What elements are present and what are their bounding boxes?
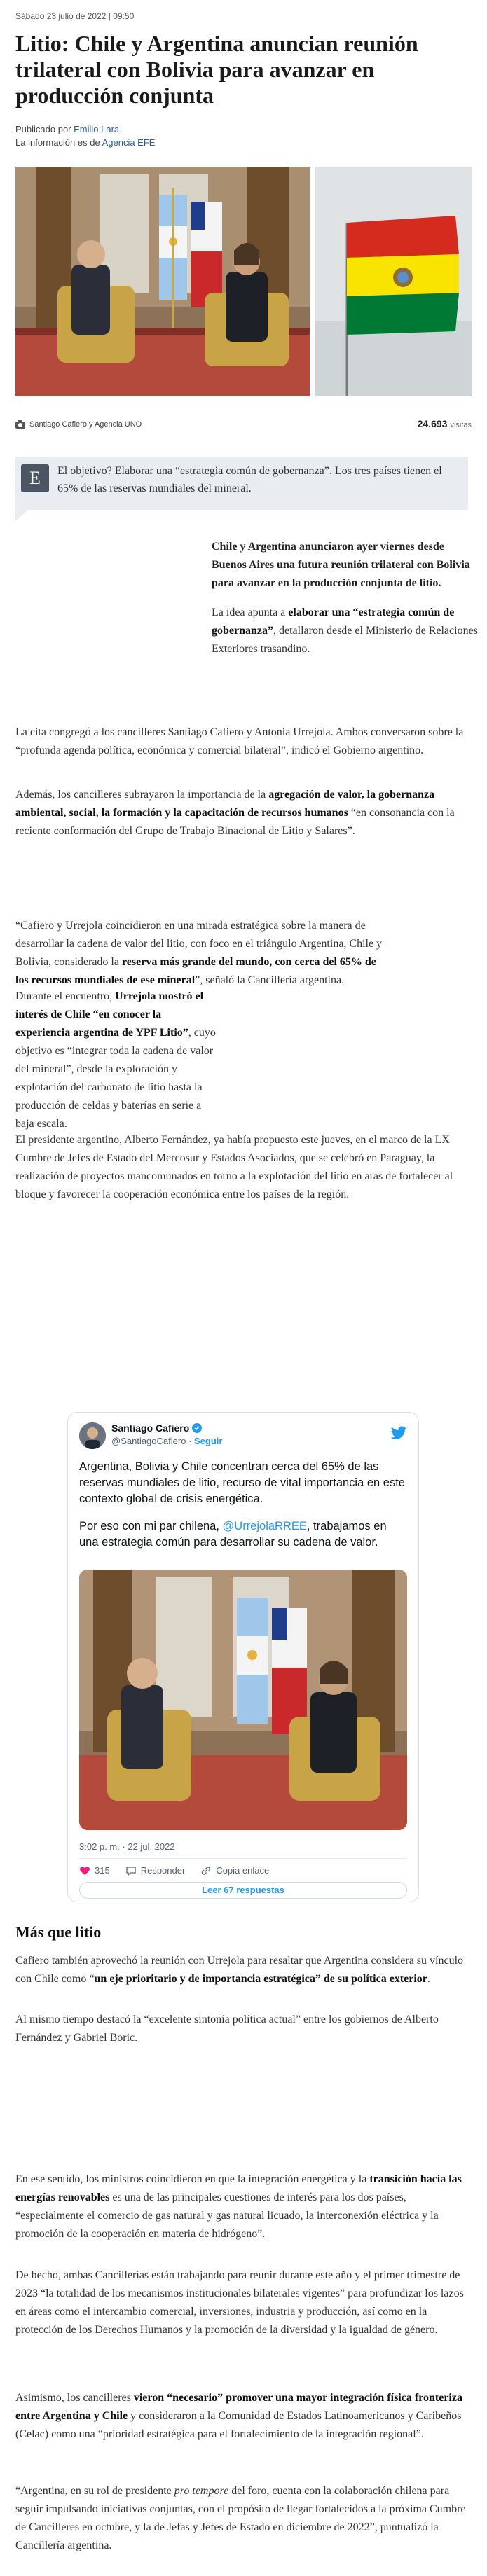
byline xyxy=(15,123,155,149)
tweet-photo[interactable] xyxy=(79,1570,407,1830)
tweet-handle-line: @SantiagoCafiero · Seguir xyxy=(111,1436,223,1446)
tweet-avatar[interactable] xyxy=(79,1422,106,1449)
section2-paragraph-4: De hecho, ambas Cancillerías están trabajando para reunir durante este año y el primer trimestre de 2023 “la totalidad de los mecanismos institucionales bilaterales vigentes” para profundizar los lazos en áreas como el intercambio comercial, inversiones, industria y producción, así como en la protección de los Derechos Humanos y la promoción de la diversidad y la igualdad de género. xyxy=(15,2269,464,2336)
section2-paragraph-3: En ese sentido, los ministros coincidieron en que la integración energética y la transición hacia las energías renovables es una de las principales cuestiones de interés para los dos países, “especialmente el comercio de gas natural y gas natural licuado, la interconexión eléctrica y la promoción de la cooperación en materia de hidrógeno”. xyxy=(15,2173,462,2240)
tweet-divider xyxy=(79,1858,407,1859)
paragraph-3: “Cafiero y Urrejola coincidieron en una mirada estratégica sobre la manera de desarrollar la cadena de valor del litio, con foco en el triángulo Argentina, Chile y Bolivia, considerado la reserva más grande del mundo, con cerca del 65% de los recursos mundiales de ese mineral”, señaló la Cancillería argentina. xyxy=(15,920,383,986)
photo-bolivia-flag-illustration xyxy=(315,167,472,396)
views-label: visitas xyxy=(450,421,472,429)
copy-link-action[interactable] xyxy=(200,1865,269,1876)
lead-paragraph-2: La idea apunta a elaborar una “estrategia común de gobernanza”, detallaron desde el Ministerio de Relaciones Exteriores trasandino. xyxy=(212,607,478,655)
link-icon xyxy=(200,1866,212,1876)
byline-prefix: Publicado por xyxy=(15,124,71,134)
section2-paragraph-2: Al mismo tiempo destacó la “excelente sintonía política actual” entre los gobiernos de Alberto Fernández y Gabriel Boric. xyxy=(15,2014,439,2044)
paragraph-5: El presidente argentino, Alberto Fernández, ya había propuesto este jueves, en el marco de la LX Cumbre de Jefes de Estado del Mercosur y Estados Asociados, que se celebró en Paraguay, la realización de proyectos mancomunados en torno a la explotación del litio en aras de fortalecer al bloque y favorecer la cooperación económica entre los países de la región. xyxy=(15,1134,453,1200)
source-prefix: La información es de xyxy=(15,137,100,148)
summary-tip xyxy=(15,510,28,521)
reply-action[interactable] xyxy=(125,1865,186,1876)
avatar-illustration xyxy=(79,1422,106,1449)
reply-label: Responder xyxy=(140,1865,186,1876)
caption-text: Santiago Cafiero y Agencia UNO xyxy=(29,420,142,429)
heart-icon xyxy=(79,1866,90,1876)
view-counter xyxy=(418,418,472,429)
copy-link-label: Copia enlace xyxy=(216,1865,270,1876)
paragraph-1: La cita congregó a los cancilleres Santiago Cafiero y Antonia Urrejola. Ambos conversaron sobre la “profunda agenda política, económica y comercial bilateral”, indicó el Gobierno argentino. xyxy=(15,726,464,756)
tweet-text xyxy=(79,1459,407,1551)
like-action[interactable] xyxy=(79,1865,110,1876)
section-heading: Más que litio xyxy=(15,1923,102,1941)
paragraph-4: Durante el encuentro, Urrejola mostró el interés de Chile “en conocer la experiencia argentina de YPF Litio”, cuyo objetivo es “integrar toda la cadena de valor del mineral”, desde la exploración y explotación del carbonato de litio hasta la producción de celdas y baterías en serie a baja escala. xyxy=(15,990,216,1130)
article-title: Litio: Chile y Argentina anuncian reunión trilateral con Bolivia para avanzar en producción conjunta xyxy=(15,31,418,108)
photo-caption xyxy=(15,420,142,429)
reply-icon xyxy=(125,1866,137,1876)
summary-text: El objetivo? Elaborar una “estrategia común de gobernanza”. Los tres países tienen el 65% de las reservas mundiales del mineral. xyxy=(57,465,442,494)
main-photo xyxy=(15,167,310,396)
tweet-text-2: Por eso con mi par chilena, @UrrejolaRREE, trabajamos en una estrategia común para desarrollar su cadena de valor. xyxy=(79,1520,387,1549)
camera-icon xyxy=(15,420,25,429)
secondary-photo xyxy=(315,167,472,396)
author-link[interactable]: Emilio Lara xyxy=(74,124,120,134)
source-link[interactable]: Agencia EFE xyxy=(102,137,156,148)
paragraph-2: Además, los cancilleres subrayaron la importancia de la agregación de valor, la gobernanza ambiental, social, la formación y la capacitación de recursos humanos “en consonancia con la reciente conformación del Grupo de Trabajo Binacional de Litio y Salares”. xyxy=(15,789,455,837)
summary-e-icon: E xyxy=(21,464,49,492)
photo-meeting-illustration xyxy=(15,167,310,396)
section2-paragraph-5: Asimismo, los cancilleres vieron “necesario” promover una mayor integración física fronteriza entre Argentina y Chile y consideraron a la Comunidad de Estados Latinoamericanos y Caribeños (Celac) como una “prioridad estratégica para el fortalecimiento de la integración regional”. xyxy=(15,2392,462,2440)
section2-paragraph-1: Cafiero también aprovechó la reunión con Urrejola para resaltar que Argentina considera su vínculo con Chile como “un eje prioritario y de importancia estratégica” de su política exterior. xyxy=(15,1955,464,1985)
read-replies-button[interactable]: Leer 67 respuestas xyxy=(79,1882,407,1899)
tweet-author-name[interactable]: Santiago Cafiero xyxy=(111,1422,202,1434)
tweet-mention[interactable]: @UrrejolaRREE xyxy=(222,1520,307,1532)
tweet-text-1: Argentina, Bolivia y Chile concentran cerca del 65% de las reservas mundiales de litio, recurso de vital importancia en este contexto global de crisis energética. xyxy=(79,1460,405,1505)
tweet-handle[interactable]: @SantiagoCafiero xyxy=(111,1436,186,1446)
verified-icon xyxy=(192,1423,202,1433)
lead-bold: Chile y Argentina anunciaron ayer viernes desde Buenos Aires una futura reunión trilateral con Bolivia para avanzar en la producción conjunta de litio. xyxy=(212,541,470,589)
like-count: 315 xyxy=(95,1865,110,1876)
tweet-photo-illustration xyxy=(79,1570,407,1830)
article-date: Sábado 23 julio de 2022 | 09:50 xyxy=(15,11,135,21)
section2-paragraph-6: “Argentina, en su rol de presidente pro tempore del foro, cuenta con la colaboración chilena para seguir impulsando iniciativas conjuntas, con el propósito de llegar fortalecidos a la próxima Cumbre de Cancilleres en octubre, y la de Jefas y Jefes de Estado en diciembre de 2022”, puntualizó la Cancillería argentina. xyxy=(15,2485,466,2551)
lead-block xyxy=(212,538,478,658)
views-count: 24.693 xyxy=(417,418,448,429)
tweet-timestamp[interactable]: 3:02 p. m. · 22 jul. 2022 xyxy=(79,1841,175,1852)
twitter-bird-icon[interactable] xyxy=(390,1424,407,1441)
follow-button[interactable]: Seguir xyxy=(194,1436,223,1446)
embedded-tweet[interactable] xyxy=(67,1412,419,1902)
tweet-actions xyxy=(79,1865,269,1876)
